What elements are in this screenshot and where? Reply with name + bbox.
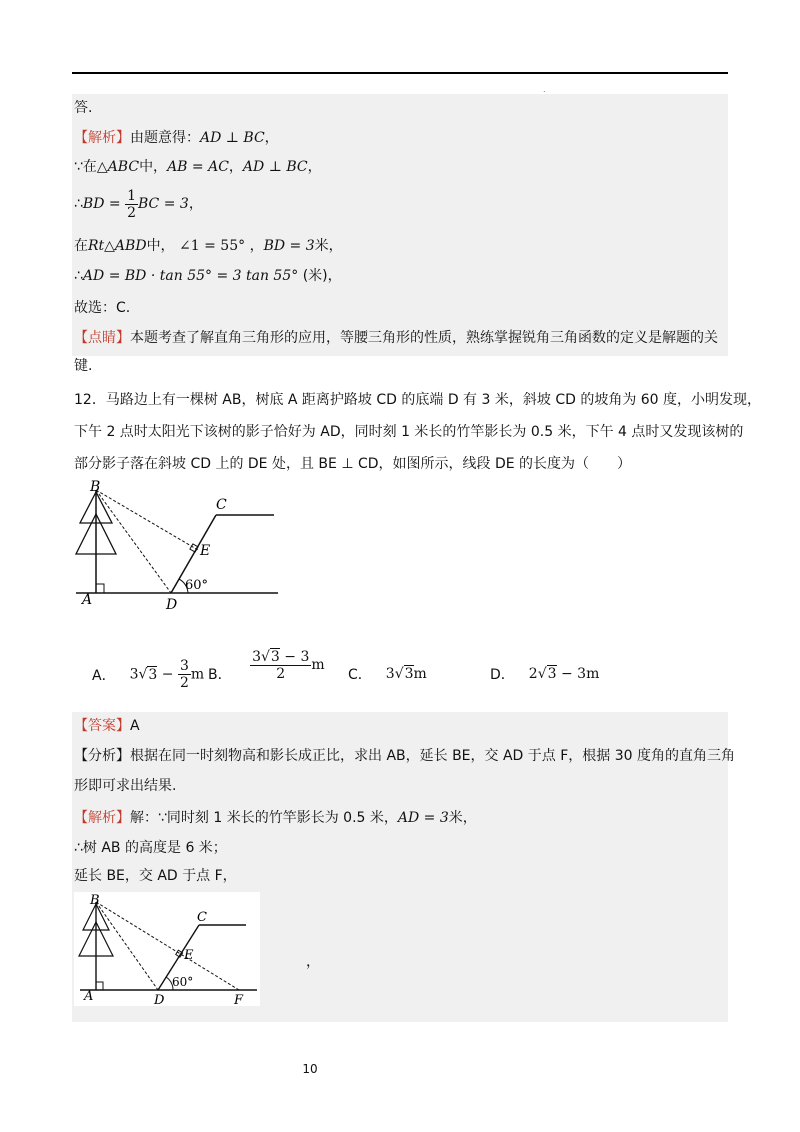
- fig1-label-C: C: [216, 497, 227, 513]
- sol12-jiexi-line-1: 【解析】解：∵同时刻 1 米长的竹竿影长为 0.5 米，AD = 3米，: [74, 810, 477, 826]
- option-d[interactable]: D． 2√3 − 3m: [490, 666, 600, 683]
- q12-line-3: 部分影子落在斜坡 CD 上的 DE 处，且 BE ⊥ CD，如图所示，线段 DE 的长度为（ ）: [74, 456, 632, 472]
- sol12-fenxi-line-1: 【分析】根据在同一时刻物高和影长成正比，求出 AB，延长 BE，交 AD 于点 F，根据 30 度角的直角三角: [74, 748, 736, 764]
- header-dot: .: [543, 85, 546, 94]
- fig1-label-D: D: [166, 597, 178, 613]
- sol11-line-2: ∵在△ABC中，AB = AC，AD ⊥ BC，: [74, 159, 322, 175]
- sol11-line-6: 故选：C.: [74, 300, 131, 316]
- sol12-jiexi-line-2: ∴树 AB 的高度是 6 米；: [74, 840, 227, 856]
- fig1-label-E: E: [200, 543, 211, 559]
- sol12-fenxi-line-2: 形即可求出结果.: [74, 778, 177, 794]
- jiexi-tag: 【解析】: [74, 130, 130, 146]
- option-a[interactable]: A． 3√3 − $\frac{3}{2}$ m: [92, 658, 205, 691]
- fig1-label-A: A: [82, 592, 93, 608]
- q12-line-2: 下午 2 点时太阳光下该树的影子恰好为 AD，同时刻 1 米长的竹竿影长为 0.5 米，下午 4 点时又发现该树的: [74, 424, 744, 440]
- fig2-label-angle: 60°: [172, 975, 194, 989]
- figure-2-comma: ，: [306, 954, 320, 970]
- fig1-label-B: B: [90, 479, 101, 495]
- sol12-jiexi-line-3: 延长 BE，交 AD 于点 F，: [74, 868, 237, 884]
- answer-tag: 【答案】: [74, 718, 130, 734]
- sol11-line-5: ∴AD = BD · tan 55° = 3 tan 55° (米)，: [74, 268, 342, 284]
- q12-line-1: 12．马路边上有一棵树 AB，树底 A 距离护路坡 CD 的底端 D 有 3 米，斜坡 CD 的坡角为 60 度，小明发现，: [74, 392, 762, 408]
- fig2-label-E: E: [184, 948, 194, 963]
- sol12-answer: 【答案】A: [74, 718, 140, 734]
- fig2-label-A: A: [84, 989, 94, 1004]
- jiexi-tag-12: 【解析】: [74, 810, 130, 826]
- answer-tail: 答.: [74, 100, 93, 116]
- figure-slope-tree-extended: [74, 892, 260, 1006]
- figure-slope-tree: [70, 478, 290, 614]
- sol11-dianjing-line-1: 【点睛】本题考查了解直角三角形的应用，等腰三角形的性质，熟练掌握锐角三角函数的定义是解题的关: [74, 330, 718, 346]
- option-c[interactable]: C． 3√3m: [348, 666, 427, 683]
- page-number: 10: [302, 1062, 318, 1076]
- fenxi-tag: 【分析】: [74, 748, 130, 764]
- sol11-line-3: ∴BD = $\frac{1}{2}$ BC = 3，: [74, 187, 203, 221]
- fig2-label-D: D: [154, 993, 165, 1006]
- sol11-line-4: 在Rt△ABD中， ∠1 = 55° ，BD = 3米，: [74, 238, 343, 254]
- fig2-label-B: B: [90, 893, 100, 908]
- header-rule: [72, 72, 728, 74]
- fig2-label-F: F: [234, 993, 244, 1006]
- sol11-line-1: 【解析】由题意得：AD ⊥ BC，: [74, 130, 279, 146]
- option-b[interactable]: B． $\frac{3√3 - 3}{2}$ m: [208, 648, 325, 683]
- fig2-label-C: C: [197, 910, 207, 925]
- dianjing-tag: 【点睛】: [74, 330, 130, 346]
- sol11-dianjing-line-2: 键.: [74, 358, 93, 374]
- fraction-one-half: $\frac{1}{2}$: [127, 187, 136, 221]
- fig1-label-angle: 60°: [185, 578, 209, 593]
